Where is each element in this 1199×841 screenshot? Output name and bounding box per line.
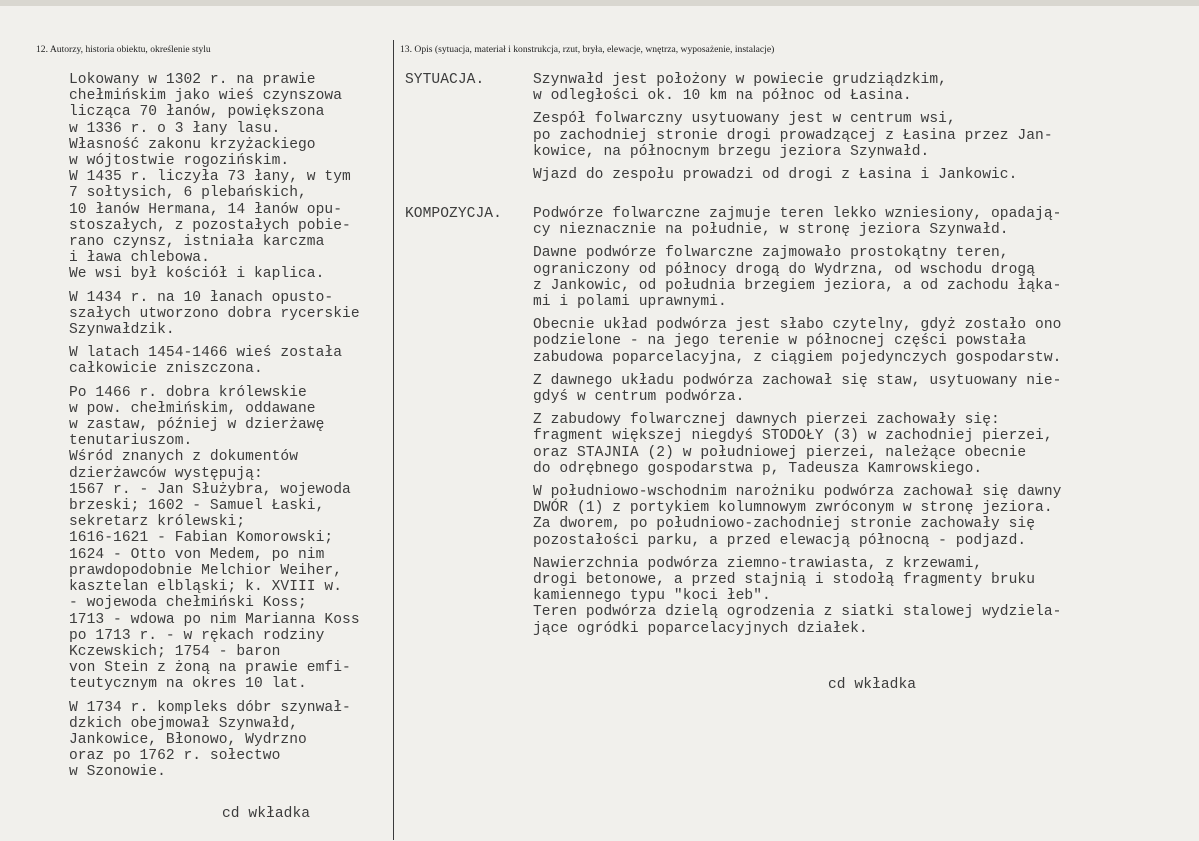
history-paragraph: W latach 1454-1466 wieś została całkowicie zniszczona. <box>69 345 343 378</box>
continuation-note: cd wkładka <box>828 677 917 693</box>
history-column <box>69 72 391 788</box>
description-paragraph: Szynwałd jest położony w powiecie grudziądzkim, w odległości ok. 10 km na północ od Łasina. <box>533 72 947 105</box>
description-paragraph: Zespół folwarczny usytuowany jest w centrum wsi, po zachodniej stronie drogi prowadzącej z Łasina przez Jan- kowice, na północnym brzegu jeziora Szynwałd. <box>533 111 1053 160</box>
left-column-header: 12. Autorzy, historia obiektu, określenie stylu <box>36 44 211 55</box>
description-paragraph: Z dawnego układu podwórza zachował się staw, usytuowany nie- gdyś w centrum podwórza. <box>533 372 1062 406</box>
continuation-note: cd wkładka <box>222 806 311 822</box>
description-paragraph: Z zabudowy folwarcznej dawnych pierzei zachowały się: fragment większej niegdyś STODOŁY (3) w zachodniej pierzei, oraz STAJNIA (2) w południowej pierzei, należące obecnie do odrębnego gospodarstwa p, Tadeusza Kamrowskiego. <box>533 412 1053 477</box>
history-paragraph: W 1434 r. na 10 łanach opusto- szałych utworzono dobra rycerskie Szynwałdzik. <box>69 289 360 339</box>
scan-edge <box>0 0 1199 6</box>
description-paragraph: Dawne podwórze folwarczne zajmowało prostokątny teren, ograniczony od północy drogą do Wydrzna, od wschodu drogą z Jankowic, od południa brzegiem jeziora, a od zachodu łąka- mi i polami uprawnymi. <box>533 245 1062 311</box>
description-paragraph: Wjazd do zespołu prowadzi od drogi z Łasina i Jankowic. <box>533 167 1018 184</box>
history-paragraph: Lokowany w 1302 r. na prawie chełmińskim jako wieś czynszowa licząca 70 łanów, powiększona w 1336 r. o 3 łany lasu. Własność zakonu krzyżackiego w wójtostwie rogozińskim. W 1435 r. liczyła 73 łany, w tym 7 sołtysich, 6 plebańskich, 10 łanów Hermana, 14 łanów opu- stoszałych, z pozostałych pobie- rano czynsz, istniała karczma i ława chlebowa. We wsi był kościół i kaplica. <box>69 72 351 283</box>
history-paragraph: Po 1466 r. dobra królewskie w pow. chełmińskim, oddawane w zastaw, później w dzierżawę tenutariuszom. Wśród znanych z dokumentów dzierżawców występują: 1567 r. - Jan Służybra, wojewoda brzeski; 1602 - Samuel Łaski, sekretarz królewski; 1616-1621 - Fabian Komorowski; 1624 - Otto von Medem, po nim prawdopodobnie Melchior Weiher, kasztelan elbląski; k. XVIII w. - wojewoda chełmiński Koss; 1713 - wdowa po nim Marianna Koss po 1713 r. - w rękach rodziny Kczewskich; 1754 - baron von Stein z żoną na prawie emfi- teutycznym na okres 10 lat. <box>69 384 360 693</box>
history-paragraph: W 1734 r. kompleks dóbr szynwał- dzkich obejmował Szynwałd, Jankowice, Błonowo, Wydrzno oraz po 1762 r. sołectwo w Szonowie. <box>69 699 351 781</box>
description-paragraph: Obecnie układ podwórza jest słabo czytelny, gdyż zostało ono podzielone - na jego terenie w północnej części powstała zabudowa poparcelacyjna, z ciągiem pojedynczych gospodarstw. <box>533 317 1062 366</box>
column-divider <box>393 40 394 840</box>
description-paragraph: Nawierzchnia podwórza ziemno-trawiasta, z krzewami, drogi betonowe, a przed stajnią i stodołą fragmenty bruku kamiennego typu "koci łeb". Teren podwórza dzielą ogrodzenia z siatki stalowej wydziela- jące ogródki poparcelacyjnych działek. <box>533 555 1062 637</box>
section-body <box>533 206 1061 644</box>
right-column-header: 13. Opis (sytuacja, materiał i konstrukcja, rzut, bryła, elewacje, wnętrza, wyposażenie, instalacje) <box>400 44 775 55</box>
description-paragraph: W południowo-wschodnim narożniku podwórza zachował się dawny DWÓR (1) z portykiem kolumnowym zwróconym w stronę jeziora. Za dworem, po południowo-zachodniej stronie zachowały się pozostałości parku, a przed elewacją północną - podjazd. <box>533 484 1062 549</box>
section-body <box>533 72 1053 190</box>
section-label: KOMPOZYCJA. <box>405 206 502 222</box>
section-label: SYTUACJA. <box>405 72 485 88</box>
description-paragraph: Podwórze folwarczne zajmuje teren lekko wzniesiony, opadają- cy nieznacznie na południe, w stronę jeziora Szynwałd. <box>533 206 1062 239</box>
